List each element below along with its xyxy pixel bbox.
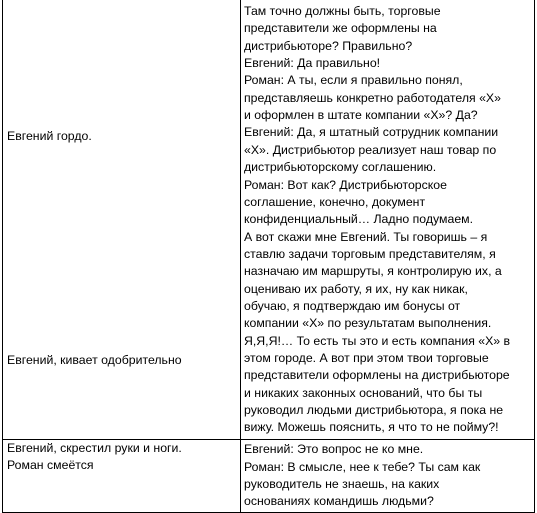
dialogue-line: Евгений: Да правильно! (244, 56, 381, 71)
dialogue-line: вижу. Можешь пояснить, я что то не пойму?! (244, 420, 499, 435)
dialogue-line: «Х». Дистрибьютор реализует наш товар по (244, 142, 497, 157)
dialogue-line: дистрибьюторскому соглашению. (244, 160, 437, 175)
dialogue-line: А вот скажи мне Евгений. Ты говоришь – я (244, 229, 488, 244)
dialogue-line: и никаких законных оснований, что бы ты (244, 385, 483, 400)
dialogue-line: Я,Я,Я!… То есть ты это и есть компания «Х» в (244, 333, 511, 348)
dialogue-line: оцениваю их работу, я их, ну как никак, (244, 281, 468, 296)
dialogue-line: Евгений: Это вопрос не ко мне. (244, 442, 424, 456)
stage-direction: Евгений, кивает одобрительно (7, 353, 182, 367)
dialogue-line: компании «Х» по результатам выполнения. (244, 316, 492, 331)
dialogue-line: этом городе. А вот при этом твои торговые (244, 351, 489, 365)
column-divider (240, 0, 241, 512)
dialogue-line: ставлю задачи торговым представителям, я (244, 246, 496, 261)
stage-direction: Роман смеётся (7, 458, 94, 472)
dialogue-line: Роман: В смысле, нее к тебе? Ты сам как (244, 459, 481, 474)
dialogue-line: назначаю им маршруты, я контролирую их, а (244, 264, 502, 279)
dialogue-line: руководил людьми дистрибьютора, я пока не (244, 403, 504, 418)
dialogue-line: Роман: А ты, если я правильно понял, (244, 73, 463, 88)
dialogue-line: руководитель не знаешь, на каких (244, 477, 440, 491)
dialogue-line: дистрибьюторе? Правильно? (244, 38, 413, 53)
dialogue-line: основаниях командишь людьми? (244, 494, 434, 508)
dialogue-line: соглашение, конечно, документ (244, 194, 426, 209)
stage-direction: Евгений гордо. (7, 129, 92, 143)
stage-direction: Евгений, скрестил руки и ноги. (7, 441, 182, 455)
dialogue-line: и оформлен в штате компании «Х»? Да? (244, 108, 478, 123)
dialogue-line: конфиденциальный… Ладно подумаем. (244, 212, 474, 227)
dialogue-line: представляешь конкретно работодателя «Х» (244, 90, 501, 105)
dialogue-line: Роман: Вот как? Дистрибьюторское (244, 177, 447, 192)
dialogue-line: Евгений: Да, я штатный сотрудник компании (244, 125, 499, 140)
dialogue-line: Там точно должны быть, торговые (244, 4, 441, 18)
dialogue-line: представители оформлены на дистрибьюторе (244, 368, 510, 383)
dialogue-line: представители же оформлены на (244, 21, 437, 36)
dialogue-line: обучаю, я подтверждаю им бонусы от (244, 298, 461, 313)
